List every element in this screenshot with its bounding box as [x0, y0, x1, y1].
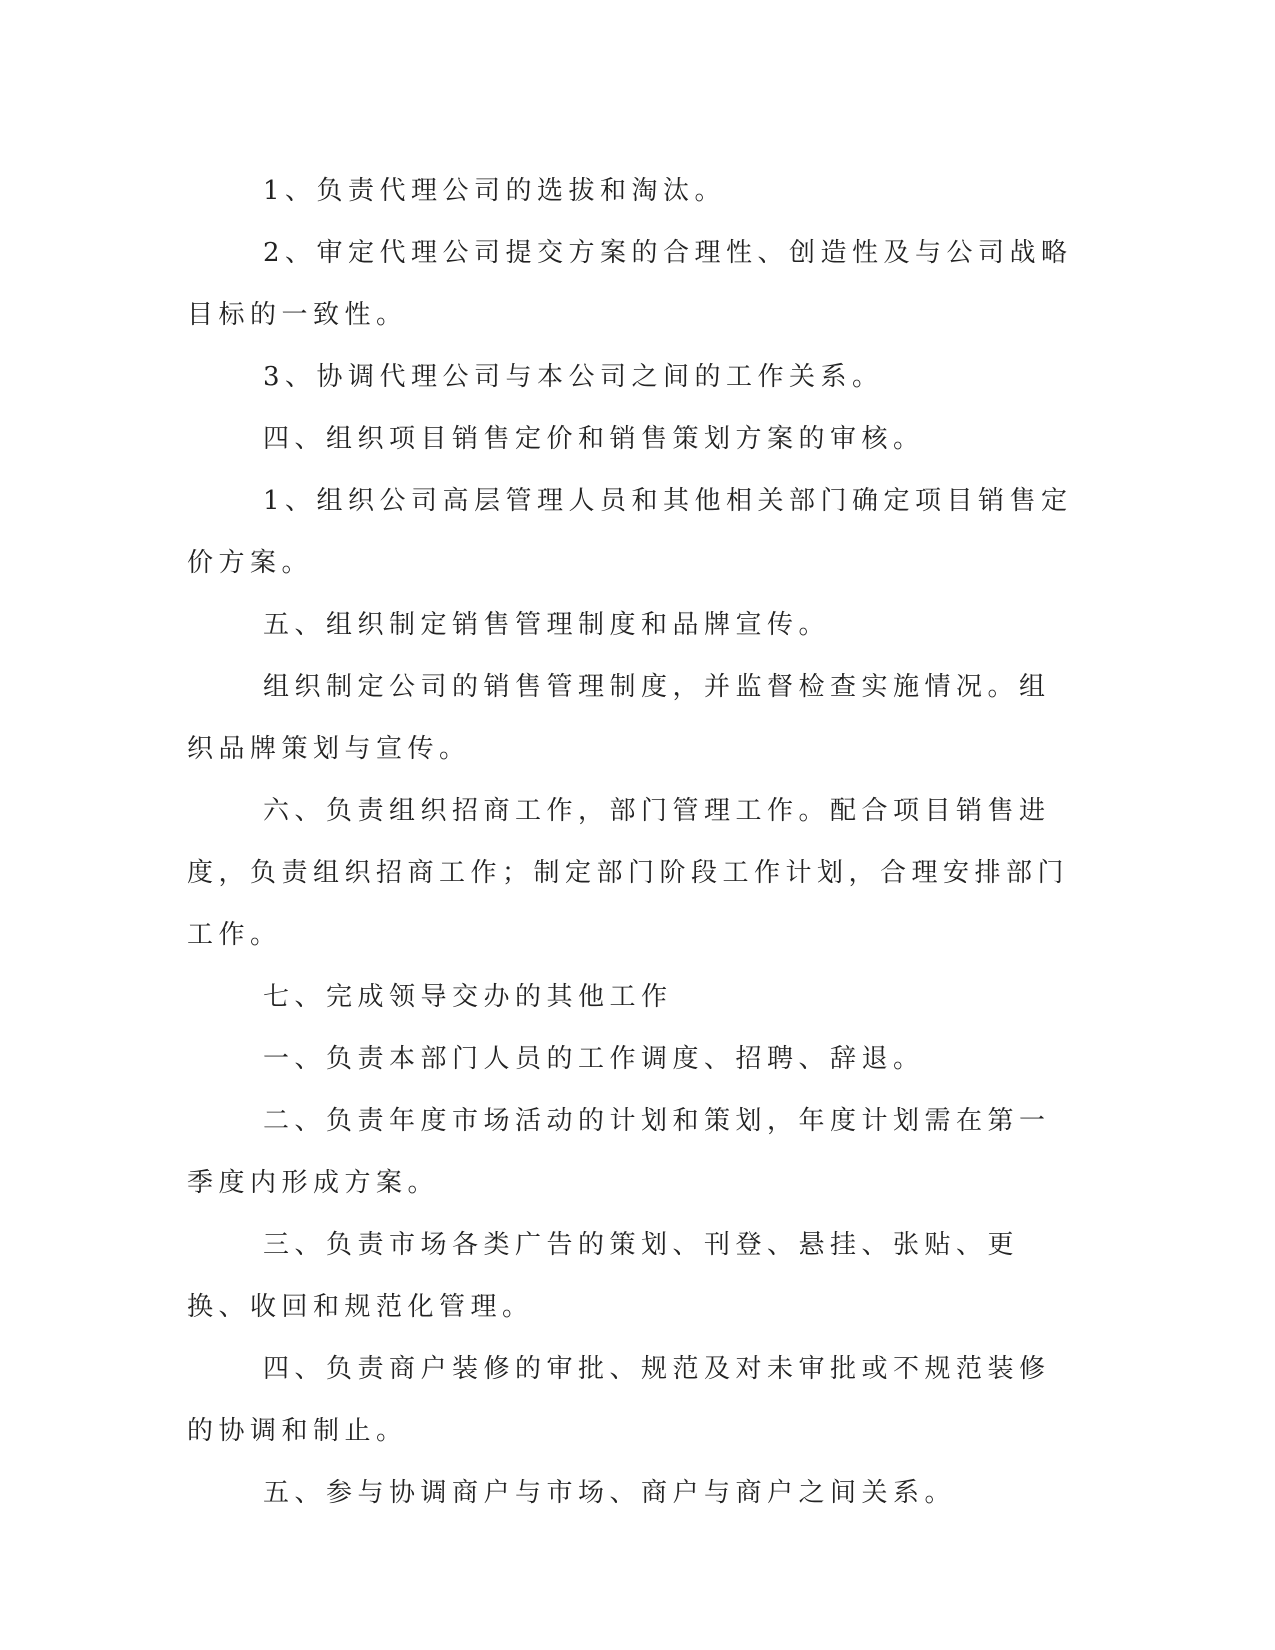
paragraph-11: 二、负责年度市场活动的计划和策划，年度计划需在第一季度内形成方案。	[187, 1106, 1051, 1198]
paragraph-9: 七、完成领导交办的其他工作	[263, 982, 673, 1012]
paragraph-3: 3、协调代理公司与本公司之间的工作关系。	[263, 362, 884, 392]
paragraph-4: 四、组织项目销售定价和销售策划方案的审核。	[263, 424, 925, 454]
paragraph-1: 1、负责代理公司的选拔和淘汰。	[263, 176, 727, 206]
paragraph-12: 三、负责市场各类广告的策划、刊登、悬挂、张贴、更换、收回和规范化管理。	[187, 1230, 1020, 1322]
paragraph-6: 五、组织制定销售管理制度和品牌宣传。	[263, 610, 831, 640]
paragraph-13: 四、负责商户装修的审批、规范及对未审批或不规范装修的协调和制止。	[187, 1354, 1051, 1446]
paragraph-2: 2、审定代理公司提交方案的合理性、创造性及与公司战略目标的一致性。	[187, 238, 1073, 330]
paragraph-10: 一、负责本部门人员的工作调度、招聘、辞退。	[263, 1044, 925, 1074]
paragraph-14: 五、参与协调商户与市场、商户与商户之间关系。	[263, 1478, 957, 1508]
paragraph-7: 组织制定公司的销售管理制度，并监督检查实施情况。组织品牌策划与宣传。	[187, 672, 1051, 764]
document-body	[187, 160, 1077, 1524]
paragraph-8: 六、负责组织招商工作，部门管理工作。配合项目销售进度，负责组织招商工作；制定部门阶段工作计划，合理安排部门工作。	[187, 796, 1070, 950]
paragraph-5: 1、组织公司高层管理人员和其他相关部门确定项目销售定价方案。	[187, 486, 1073, 578]
